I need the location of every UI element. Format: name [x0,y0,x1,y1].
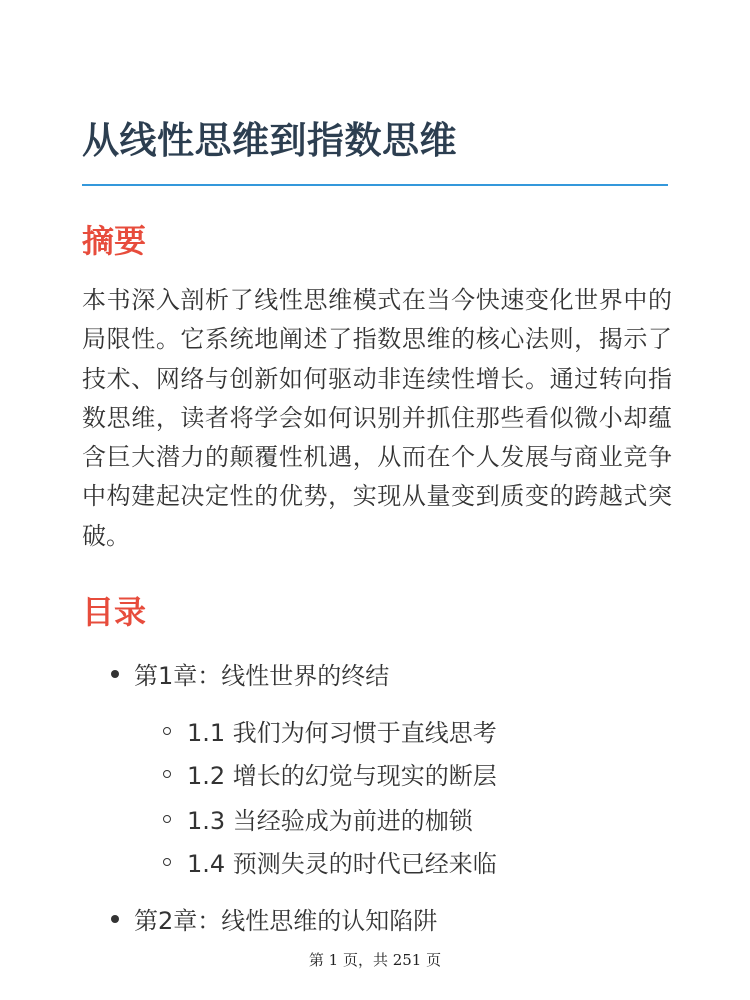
summary-paragraph: 本书深入剖析了线性思维模式在当今快速变化世界中的局限性。它系统地阐述了指数思维的核心法则，揭示了技术、网络与创新如何驱动非连续性增长。通过转向指数思维，读者将学会如何识别并抓住那些看似微小却蕴含巨大潜力的颠覆性机遇，从而在个人发展与商业竞争中构建起决定性的优势，实现从量变到质变的跨越式突破。 [82,286,672,550]
toc-section-label: 1.4 预测失灵的时代已经来临 [187,850,497,878]
toc-section-label: 1.1 我们为何习惯于直线思考 [187,719,497,747]
toc-section-1-2 [163,759,497,793]
circle-bullet-icon [163,815,171,823]
toc-section-1-3 [163,804,473,838]
toc-chapter-label: 第1章：线性世界的终结 [134,662,390,690]
toc-chapter-1 [111,659,389,693]
toc-section-1-4 [163,847,497,881]
circle-bullet-icon [163,858,171,866]
page-number-footer: 第 1 页，共 251 页 [308,951,442,969]
circle-bullet-icon [163,770,171,778]
circle-bullet-icon [163,727,171,735]
toc-chapter-label: 第2章：线性思维的认知陷阱 [134,907,438,935]
toc-chapter-2 [111,904,437,938]
disc-bullet-icon [111,915,119,923]
toc-heading: 目录 [82,593,147,631]
document-title: 从线性思维到指数思维 [82,119,457,162]
title-divider [82,184,668,186]
disc-bullet-icon [111,670,119,678]
summary-heading: 摘要 [82,222,147,260]
toc-section-1-1 [163,716,497,750]
toc-section-label: 1.3 当经验成为前进的枷锁 [187,807,473,835]
toc-section-label: 1.2 增长的幻觉与现实的断层 [187,762,497,790]
